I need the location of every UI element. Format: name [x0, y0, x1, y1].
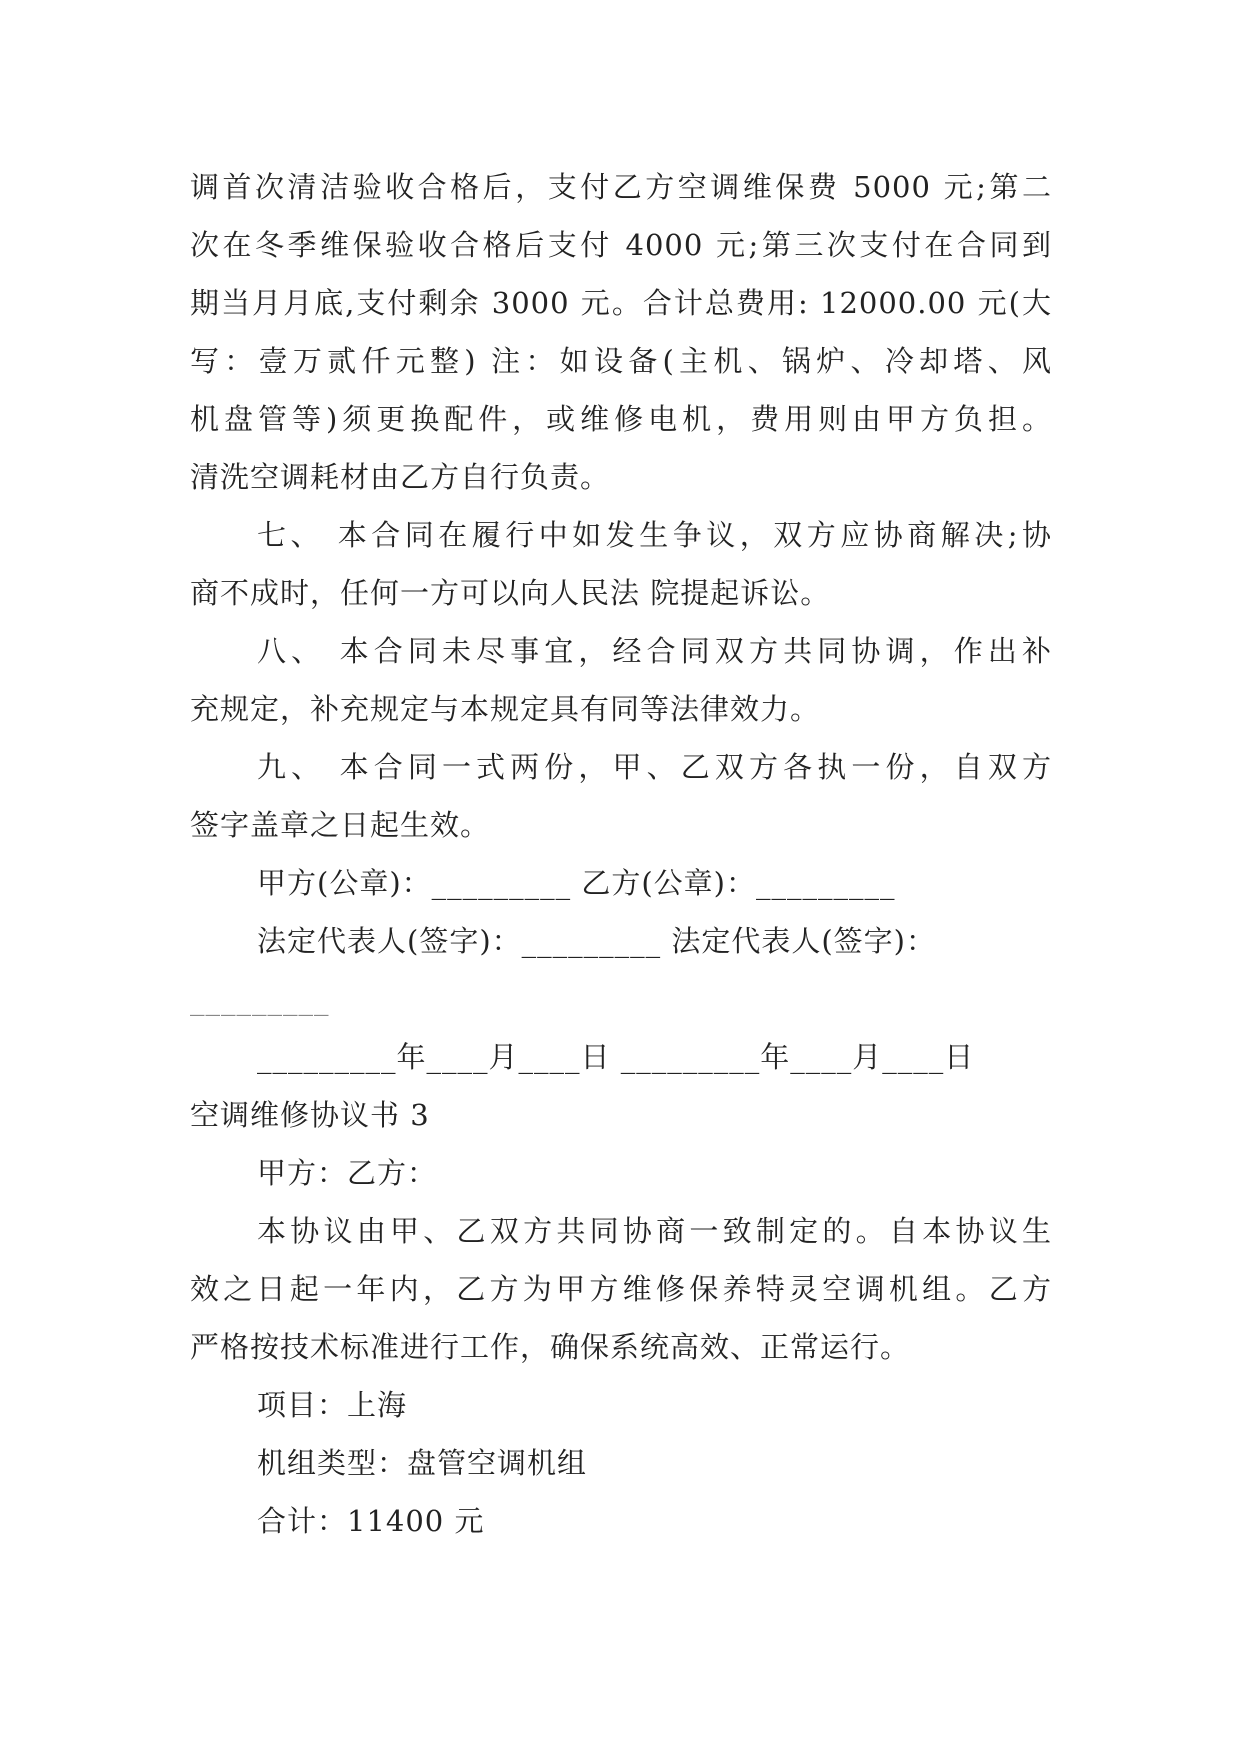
signature-blank: _________	[190, 982, 330, 1016]
text-line: 效之日起一年内，乙方为甲方维修保养特灵空调机组。乙方	[190, 1272, 1052, 1306]
text-line: 次在冬季维保验收合格后支付 4000 元;第三次支付在合同到	[190, 228, 1052, 262]
parties-line: 甲方：乙方：	[257, 1156, 438, 1190]
clause-eight: 八、 本合同未尽事宜，经合同双方共同协调，作出补	[257, 634, 1052, 668]
clause-seven: 七、 本合同在履行中如发生争议，双方应协商解决;协	[257, 518, 1052, 552]
text-line: 商不成时，任何一方可以向人民法 院提起诉讼。	[190, 576, 831, 610]
text-line: 机盘管等)须更换配件，或维修电机，费用则由甲方负担。	[190, 402, 1052, 436]
signature-line: 法定代表人(签字)：_________ 法定代表人(签字)：	[257, 924, 936, 958]
text-line: 写：壹万贰仟元整) 注：如设备(主机、锅炉、冷却塔、风	[190, 344, 1052, 378]
text-line: 清洗空调耗材由乙方自行负责。	[190, 460, 611, 494]
text-line: 签字盖章之日起生效。	[190, 808, 491, 842]
clause-nine: 九、 本合同一式两份，甲、乙双方各执一份，自双方	[257, 750, 1052, 784]
text-line: 调首次清洁验收合格后，支付乙方空调维保费 5000 元;第二	[190, 170, 1052, 204]
total-line: 合计：11400 元	[257, 1504, 485, 1538]
date-line: _________年____月____日 _________年____月____日	[257, 1040, 975, 1074]
text-line: 期当月月底,支付剩余 3000 元。合计总费用: 12000.00 元(大	[190, 286, 1052, 320]
text-line: 充规定，补充规定与本规定具有同等法律效力。	[190, 692, 821, 726]
unit-type-line: 机组类型：盘管空调机组	[257, 1446, 588, 1480]
agreement-paragraph: 本协议由甲、乙双方共同协商一致制定的。自本协议生	[257, 1214, 1052, 1248]
text-line: 严格按技术标准进行工作，确保系统高效、正常运行。	[190, 1330, 911, 1364]
party-seal-line: 甲方(公章)：_________ 乙方(公章)：_________	[257, 866, 896, 900]
section-title: 空调维修协议书 3	[190, 1098, 430, 1132]
project-line: 项目：上海	[257, 1388, 408, 1422]
